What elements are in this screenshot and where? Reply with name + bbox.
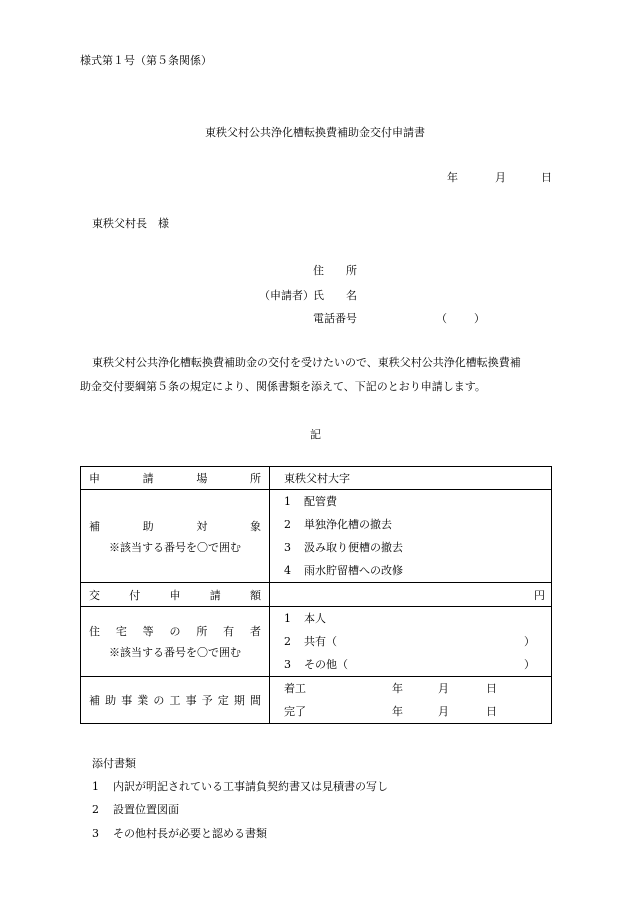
target-option[interactable]: 4 雨水貯留槽への改修 (284, 564, 403, 577)
label-char: 事 (121, 694, 133, 707)
ki-heading: 記 (310, 428, 321, 441)
label-char: 期 (233, 694, 245, 707)
owner-option[interactable]: 2 共有（ ） (284, 635, 535, 648)
target-label (81, 518, 269, 534)
end-month: 月 (438, 705, 449, 718)
attachment-item: 1 内訳が明記されている工事請負契約書又は見積書の写し (92, 780, 388, 793)
end-day: 日 (486, 705, 497, 718)
row-owner (81, 607, 552, 677)
label-char: 申 (169, 588, 181, 602)
label-char: 交 (89, 588, 100, 602)
label-char: 付 (129, 588, 141, 602)
label-char: 補 (89, 519, 100, 533)
schedule-label-cell (81, 677, 270, 724)
start-month: 月 (438, 682, 449, 695)
label-char: 者 (249, 625, 261, 638)
owner-note: ※該当する番号を〇で囲む (109, 646, 241, 659)
amount-label (81, 587, 269, 603)
label-char: 有 (223, 625, 235, 638)
attachment-item: 2 設置位置図面 (92, 803, 179, 816)
label-char: 助 (105, 694, 117, 707)
start-day: 日 (486, 682, 497, 695)
owner-options (270, 607, 552, 677)
target-option[interactable]: 3 汲み取り便槽の撤去 (284, 541, 403, 554)
schedule-end-row[interactable] (270, 700, 551, 723)
body-text-line2: 助金交付要綱第５条の規定により、関係書類を添えて、下記のとおり申請します。 (80, 380, 486, 393)
label-char: の (153, 694, 165, 707)
owner-label-cell (81, 607, 270, 677)
label-char: 予 (201, 694, 213, 707)
label-char: 対 (196, 519, 208, 533)
attachments-heading: 添付書類 (92, 757, 136, 770)
date-day: 日 (541, 171, 552, 184)
row-location (81, 467, 552, 490)
document-title: 東秩父村公共浄化槽転換費補助金交付申請書 (205, 126, 425, 139)
schedule-start-row[interactable] (270, 677, 551, 700)
owner-option[interactable]: 1 本人 (284, 612, 326, 625)
amount-value[interactable] (270, 583, 552, 607)
phone-paren-open: （ (436, 312, 447, 325)
attachment-item: 3 その他村長が必要と認める書類 (92, 827, 267, 840)
body-text-line1: 東秩父村公共浄化槽転換費補助金の交付を受けたいので、東秩父村公共浄化槽転換費補 (92, 356, 521, 369)
label-char: 間 (249, 694, 261, 707)
label-char: 請 (209, 588, 221, 602)
label-char: 工 (169, 694, 181, 707)
date-month: 月 (495, 171, 506, 184)
label-char: 等 (142, 625, 154, 638)
end-label: 完了 (284, 705, 306, 718)
label-char: 助 (142, 519, 154, 533)
start-label: 着工 (284, 682, 306, 695)
row-schedule (81, 677, 552, 724)
address-label: 住 所 (313, 264, 357, 277)
label-char: 事 (185, 694, 197, 707)
addressee: 東秩父村長 様 (92, 217, 169, 230)
schedule-label (81, 692, 269, 708)
row-amount (81, 583, 552, 607)
form-number: 様式第１号（第５条関係） (80, 54, 212, 67)
label-char: 額 (250, 588, 261, 602)
yen-unit: 円 (534, 588, 545, 602)
label-char: 住 (89, 625, 100, 638)
label-char: 所 (196, 625, 208, 638)
location-value: 東秩父村大字 (270, 467, 552, 490)
target-note: ※該当する番号を〇で囲む (109, 540, 241, 554)
target-option[interactable]: 2 単独浄化槽の撤去 (284, 518, 392, 531)
amount-label-cell (81, 583, 270, 607)
label-char: 定 (217, 694, 229, 707)
applicant-role: （申請者） (259, 289, 314, 302)
label-char: 申 (89, 472, 100, 485)
row-target (81, 490, 552, 583)
target-options (270, 490, 552, 583)
label-char: 宅 (115, 625, 127, 638)
label-char: 場 (196, 472, 208, 485)
target-label-cell (81, 490, 270, 583)
phone-label: 電話番号 (313, 312, 357, 325)
phone-paren-close: ） (474, 312, 485, 325)
location-label (81, 470, 269, 486)
label-char: 業 (137, 694, 149, 707)
schedule-values (270, 677, 552, 724)
label-char: 象 (249, 519, 261, 533)
application-table (80, 466, 552, 724)
label-char: の (169, 625, 181, 638)
name-label: 氏 名 (313, 289, 357, 302)
date-year: 年 (447, 171, 458, 184)
label-char: 請 (142, 472, 154, 485)
owner-label (81, 623, 269, 639)
end-year: 年 (392, 705, 403, 718)
owner-option[interactable]: 3 その他（ ） (284, 658, 535, 671)
location-label-cell (81, 467, 270, 490)
label-char: 補 (89, 694, 100, 707)
label-char: 所 (249, 472, 261, 485)
target-option[interactable]: 1 配管費 (284, 495, 337, 508)
start-year: 年 (392, 682, 403, 695)
